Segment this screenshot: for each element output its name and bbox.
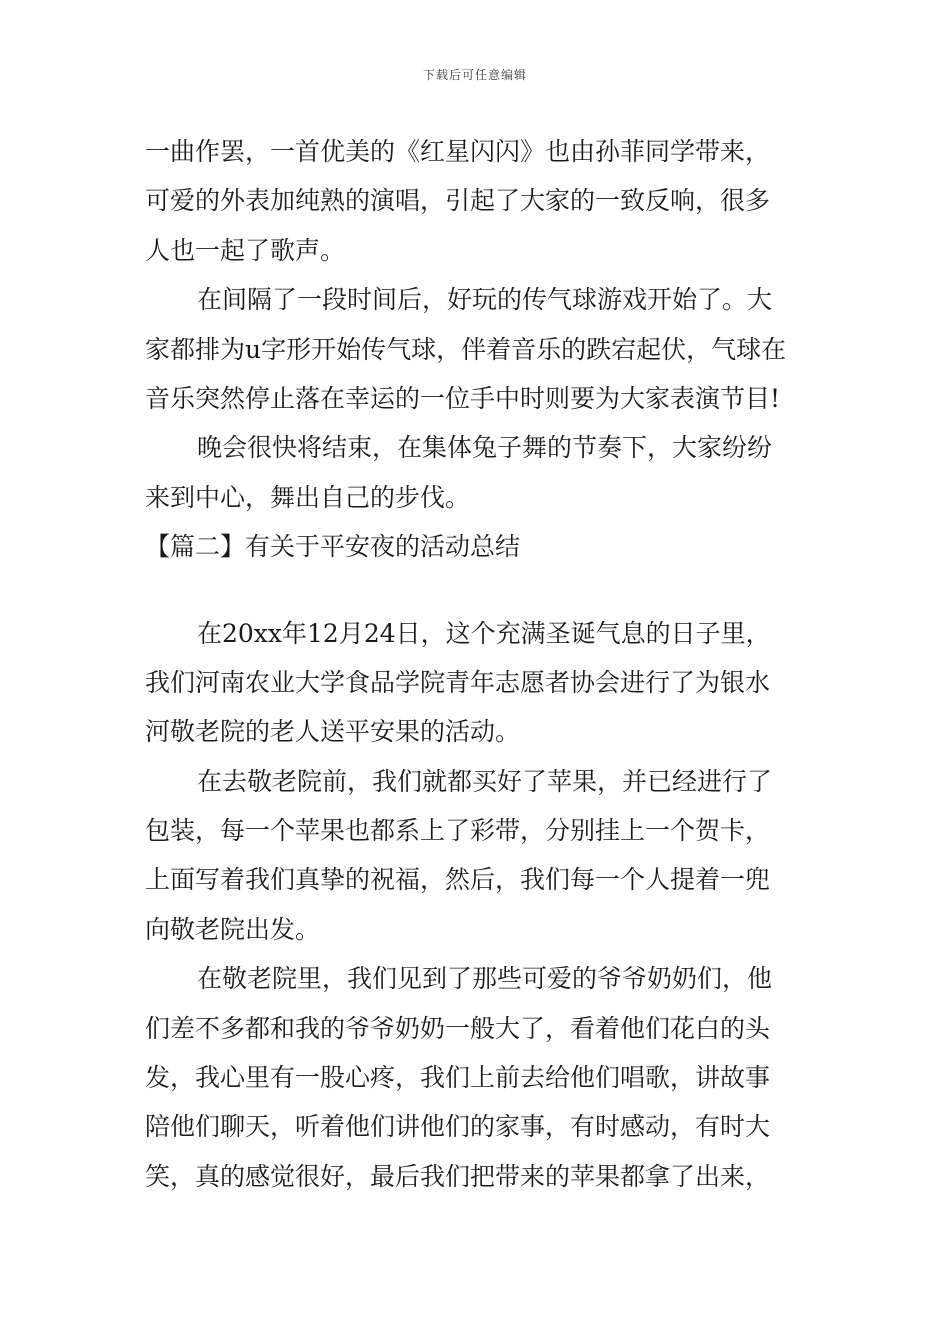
text-line: 可爱的外表加纯熟的演唱，引起了大家的一致反响，很多 xyxy=(145,186,771,216)
text-line: 上面写着我们真挚的祝福，然后，我们每一个人提着一兜 xyxy=(145,865,771,895)
text-line: 向敬老院出发。 xyxy=(145,914,321,944)
page-header-note: 下载后可任意编辑 xyxy=(422,68,527,82)
text-line: 在20xx年12月24日，这个充满圣诞气息的日子里， xyxy=(197,618,771,648)
section-heading: 【篇二】有关于平安夜的活动总结 xyxy=(145,532,521,562)
text-line: 包装，每一个苹果也都系上了彩带，分别挂上一个贺卡， xyxy=(145,816,771,846)
text-line: 我们河南农业大学食品学院青年志愿者协会进行了为银水 xyxy=(145,667,771,697)
text-line: 晚会很快将结束，在集体兔子舞的节奏下，大家纷纷 xyxy=(197,433,773,463)
text-line: 在敬老院里，我们见到了那些可爱的爷爷奶奶们，他 xyxy=(197,964,773,994)
text-line: 来到中心，舞出自己的步伐。 xyxy=(145,482,471,512)
text-line: 河敬老院的老人送平安果的活动。 xyxy=(145,717,521,747)
text-line: 笑，真的感觉很好，最后我们把带来的苹果都拿了出来， xyxy=(145,1161,771,1191)
paragraph xyxy=(145,609,807,757)
paragraph xyxy=(145,954,807,1201)
paragraph xyxy=(145,423,807,522)
text-line: 们差不多都和我的爷爷奶奶一般大了，看着他们花白的头 xyxy=(145,1013,771,1043)
text-line: 家都排为u字形开始传气球，伴着音乐的跌宕起伏，气球在 xyxy=(145,334,787,364)
text-line: 陪他们聊天，听着他们讲他们的家事，有时感动，有时大 xyxy=(145,1112,771,1142)
text-line: 发，我心里有一股心疼，我们上前去给他们唱歌，讲故事 xyxy=(145,1063,771,1093)
blank-gap xyxy=(145,572,807,609)
document-body xyxy=(145,127,807,1201)
text-line: 音乐突然停止落在幸运的一位手中时则要为大家表演节目! xyxy=(145,383,781,413)
text-line: 在间隔了一段时间后，好玩的传气球游戏开始了。大 xyxy=(197,285,773,315)
paragraph xyxy=(145,127,807,275)
paragraph xyxy=(145,757,807,955)
paragraph xyxy=(145,275,807,423)
text-line: 人也一起了歌声。 xyxy=(145,235,346,265)
text-line: 在去敬老院前，我们就都买好了苹果，并已经进行了 xyxy=(197,766,773,796)
text-line: 一曲作罢，一首优美的《红星闪闪》也由孙菲同学带来， xyxy=(145,137,771,166)
